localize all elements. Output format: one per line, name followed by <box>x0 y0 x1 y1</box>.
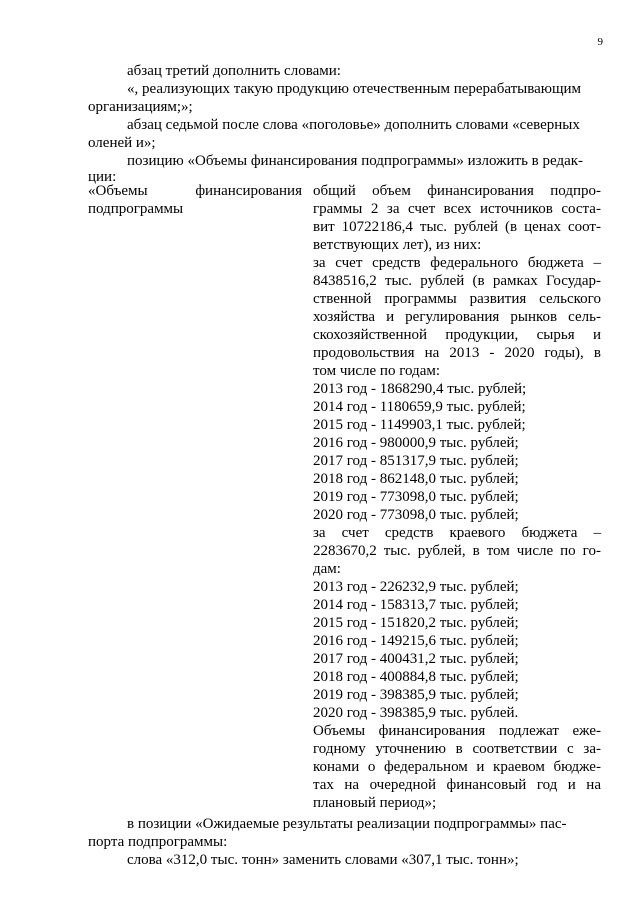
outro-line-2: порта подпрограммы: <box>88 834 228 850</box>
position-content <box>313 182 601 812</box>
content-line: вит 10722186,4 тыс. рублей (в ценах соот- <box>313 219 601 235</box>
content-line: тах на очередной финансовый год и на <box>313 777 601 793</box>
position-title <box>88 182 302 218</box>
content-line: 2020 год - 398385,9 тыс. рублей. <box>313 705 519 721</box>
outro-line-1: в позиции «Ожидаемые результаты реализации подпрограммы» пас- <box>127 816 567 832</box>
content-line: ственной программы развития сельского <box>313 291 601 307</box>
position-title-line-1: «Объемы финансирования <box>88 183 302 199</box>
content-line: дам: <box>313 561 341 577</box>
content-line: 2019 год - 398385,9 тыс. рублей; <box>313 687 519 703</box>
content-line: хозяйства и регулирования рынков сель- <box>313 309 601 325</box>
content-line: 2017 год - 851317,9 тыс. рублей; <box>313 453 519 469</box>
intro-line-1: абзац третий дополнить словами: <box>127 63 341 79</box>
content-line: конами о федеральном и краевом бюдже- <box>313 759 601 775</box>
content-line: 2283670,2 тыс. рублей, в том числе по го- <box>313 543 601 559</box>
content-line: 2014 год - 1180659,9 тыс. рублей; <box>313 399 526 415</box>
content-line: общий объем финансирования подпро- <box>313 183 601 199</box>
content-line: 2019 год - 773098,0 тыс. рублей; <box>313 489 519 505</box>
content-line: том числе по годам: <box>313 363 441 379</box>
outro-line-3: слова «312,0 тыс. тонн» заменить словами «307,1 тыс. тонн»; <box>127 852 519 868</box>
content-line: 2018 год - 862148,0 тыс. рублей; <box>313 471 519 487</box>
content-line: за счет средств краевого бюджета – <box>313 525 601 541</box>
content-line: плановый период»; <box>313 795 437 811</box>
intro-line-3: организациям;»; <box>88 99 193 115</box>
intro-line-6: позицию «Объемы финансирования подпрограммы» изложить в редак- <box>127 153 584 169</box>
content-line: скохозяйственной продукции, сырья и <box>313 327 601 343</box>
content-line: продовольствия на 2013 - 2020 годы), в <box>313 345 601 361</box>
content-line: 8438516,2 тыс. рублей (в рамках Государ- <box>313 273 601 289</box>
content-line: Объемы финансирования подлежат еже- <box>313 723 601 739</box>
intro-line-5: оленей и»; <box>88 135 156 151</box>
content-line: ветствующих лет), из них: <box>313 237 482 253</box>
page-number: 9 <box>597 36 603 48</box>
content-line: 2013 год - 226232,9 тыс. рублей; <box>313 579 519 595</box>
content-line: за счет средств федерального бюджета – <box>313 255 601 271</box>
content-line: 2015 год - 1149903,1 тыс. рублей; <box>313 417 526 433</box>
intro-line-2: «, реализующих такую продукцию отечественным перерабатывающим <box>127 81 582 97</box>
content-line: 2020 год - 773098,0 тыс. рублей; <box>313 507 519 523</box>
content-line: 2018 год - 400884,8 тыс. рублей; <box>313 669 519 685</box>
content-line: 2013 год - 1868290,4 тыс. рублей; <box>313 381 527 397</box>
intro-line-4: абзац седьмой после слова «поголовье» дополнить словами «северных <box>127 117 580 133</box>
content-line: 2016 год - 149215,6 тыс. рублей; <box>313 633 519 649</box>
content-line: 2015 год - 151820,2 тыс. рублей; <box>313 615 519 631</box>
content-line: граммы 2 за счет всех источников соста- <box>313 201 601 217</box>
content-line: годному уточнению в соответствии с за- <box>313 741 601 757</box>
position-title-line-2: подпрограммы <box>88 201 184 217</box>
intro-line-7: ции: <box>88 169 117 185</box>
content-line: 2017 год - 400431,2 тыс. рублей; <box>313 651 519 667</box>
content-line: 2014 год - 158313,7 тыс. рублей; <box>313 597 519 613</box>
content-line: 2016 год - 980000,9 тыс. рублей; <box>313 435 519 451</box>
